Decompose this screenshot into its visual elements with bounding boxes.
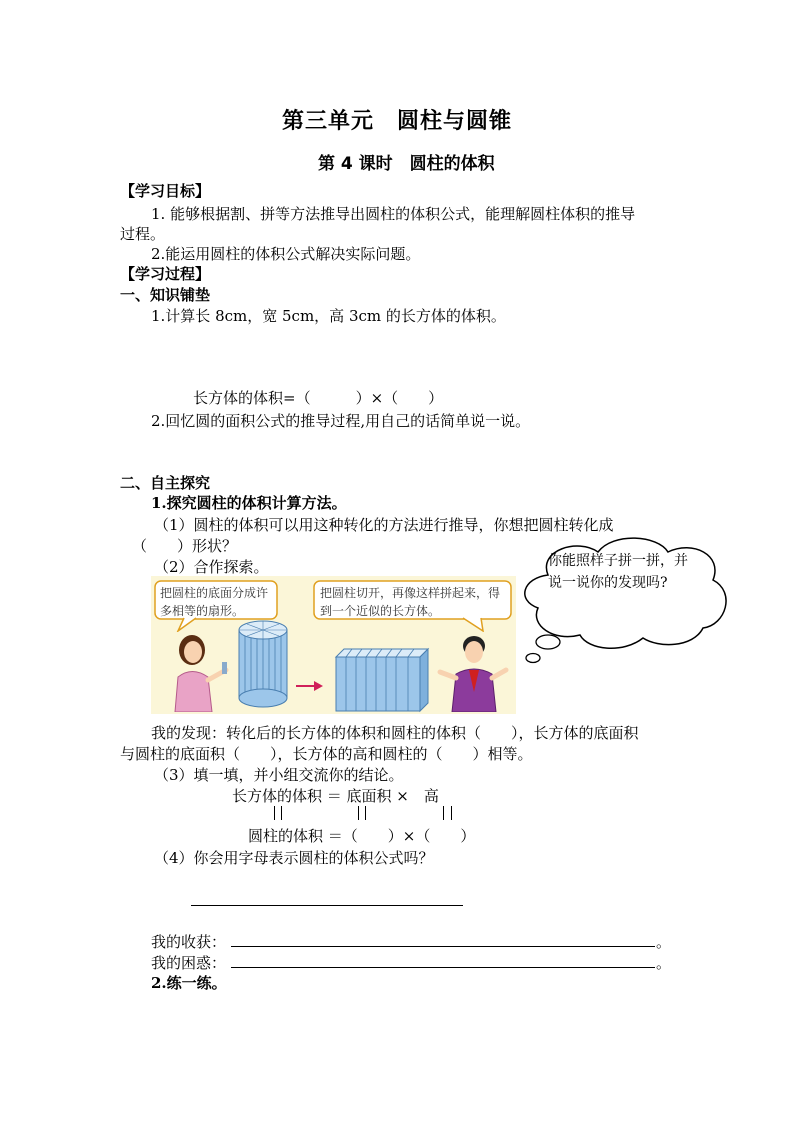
speech-bubble-left-text: 把圆柱的底面分成许多相等的扇形。 bbox=[160, 586, 269, 618]
arrow-right-icon bbox=[296, 680, 324, 692]
goals-heading: 【学习目标】 bbox=[120, 182, 211, 200]
part-2: （2）合作探索。 bbox=[154, 558, 269, 576]
goal-item-1-cont: 过程。 bbox=[120, 225, 166, 243]
cylinder-figure bbox=[237, 618, 289, 710]
discovery-line-2: 与圆柱的底面积（ ），长方体的高和圆柱的（ ）相等。 bbox=[120, 745, 533, 763]
discovery-line-1: 我的发现：转化后的长方体的体积和圆柱的体积（ ），长方体的底面积 bbox=[151, 724, 639, 742]
girl-figure bbox=[160, 632, 235, 712]
cuboid-figure bbox=[332, 645, 432, 713]
explore-title: 1.探究圆柱的体积计算方法。 bbox=[151, 494, 347, 512]
part-3: （3）填一填，并小组交流你的结论。 bbox=[154, 766, 404, 784]
cylinder-volume-row: 圆柱的体积 ＝（ ）×（ ） bbox=[248, 827, 476, 845]
part-4: （4）你会用字母表示圆柱的体积公式吗？ bbox=[154, 849, 434, 867]
process-heading: 【学习过程】 bbox=[120, 265, 211, 283]
equivalence-bar bbox=[281, 806, 282, 820]
puzzle-answer-line[interactable] bbox=[231, 967, 655, 968]
equivalence-bar bbox=[443, 806, 444, 820]
question-2: 2.回忆圆的面积公式的推导过程,用自己的话简单说一说。 bbox=[151, 412, 531, 430]
part-1-line-2: （ ）形状？ bbox=[132, 537, 238, 555]
gain-period: 。 bbox=[656, 933, 672, 951]
equivalence-bar bbox=[358, 806, 359, 820]
section-2-heading: 二、自主探究 bbox=[120, 474, 211, 492]
part-1-line-1: （1）圆柱的体积可以用这种转化的方法进行推导，你想把圆柱转化成 bbox=[154, 516, 614, 534]
section-1-heading: 一、知识铺垫 bbox=[120, 286, 211, 304]
lesson-title: 第 4 课时 圆柱的体积 bbox=[318, 154, 495, 174]
practice-heading: 2.练一练。 bbox=[151, 974, 227, 992]
equivalence-bar bbox=[451, 806, 452, 820]
question-1: 1.计算长 8cm，宽 5cm，高 3cm 的长方体的体积。 bbox=[151, 307, 506, 325]
goal-item-1: 1. 能够根据割、拼等方法推导出圆柱的体积公式，能理解圆柱体积的推导 bbox=[151, 205, 636, 223]
speech-bubble-right-text: 把圆柱切开，再像这样拼起来，得到一个近似的长方体。 bbox=[320, 586, 501, 618]
cuboid-volume-row: 长方体的体积 ＝ 底面积 × 高 bbox=[232, 787, 439, 805]
puzzle-period: 。 bbox=[656, 954, 672, 972]
gain-answer-line[interactable] bbox=[231, 946, 655, 947]
answer-line[interactable] bbox=[191, 905, 463, 906]
unit-title: 第三单元 圆柱与圆锥 bbox=[281, 109, 512, 134]
boy-figure bbox=[436, 632, 511, 712]
goal-item-2: 2.能运用圆柱的体积公式解决实际问题。 bbox=[151, 245, 421, 263]
question-1-formula: 长方体的体积=（ ）×（ ） bbox=[193, 389, 444, 407]
equivalence-bar bbox=[365, 806, 366, 820]
gain-label: 我的收获： bbox=[151, 933, 227, 951]
cloud-text: 你能照样子拼一拼，并说一说你的发现吗? bbox=[548, 553, 688, 591]
puzzle-label: 我的困惑： bbox=[151, 954, 227, 972]
equivalence-bar bbox=[274, 806, 275, 820]
